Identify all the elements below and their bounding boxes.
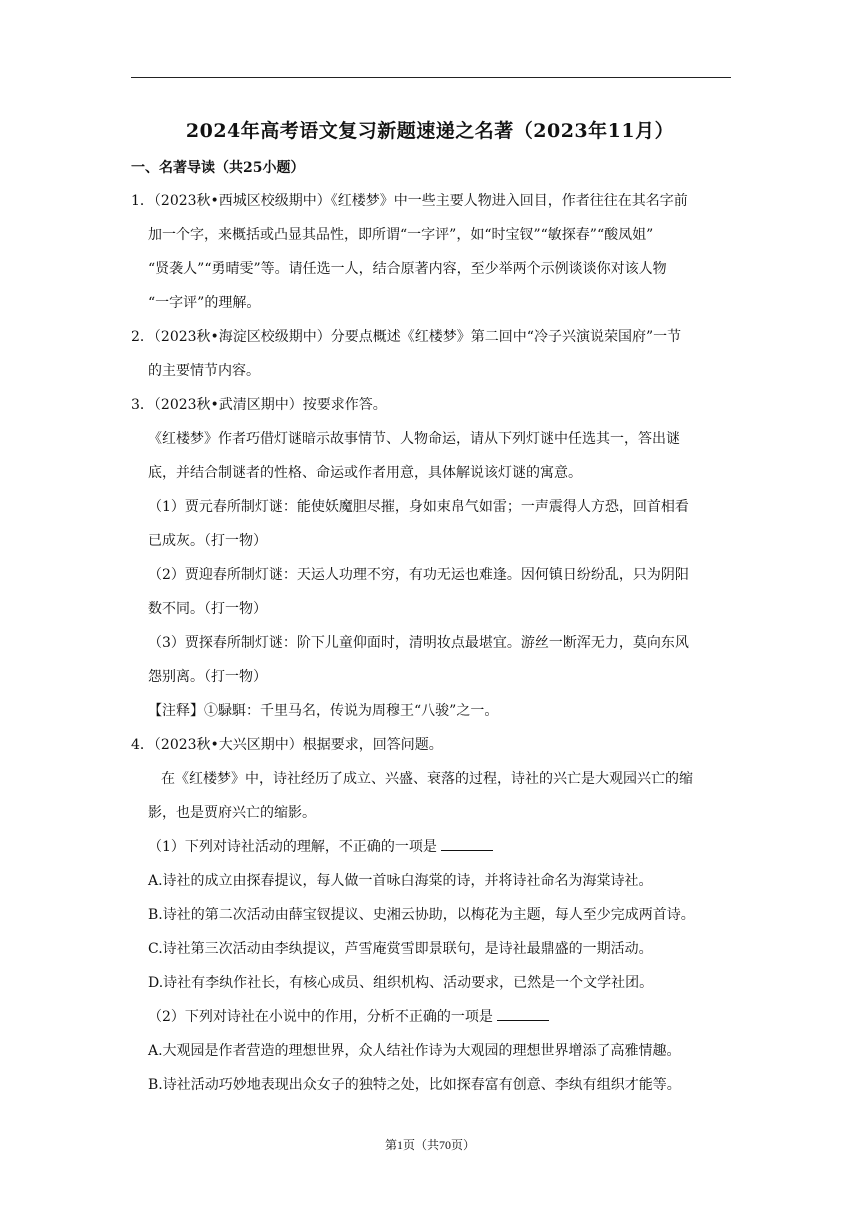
subquestion-2-text: （2）下列对诗社在小说中的作用，分析不正确的一项是 <box>148 1009 493 1025</box>
question-1 <box>131 189 731 325</box>
question-3-line: 数不同。（打一物） <box>148 601 267 617</box>
question-2-line: 的主要情节内容。 <box>148 363 260 379</box>
option-b: B.诗社的第二次活动由薛宝钗提议、史湘云协助，以梅花为主题，每人至少完成两首诗。 <box>148 907 695 923</box>
question-2-line: 2．（2023秋•海淀区校级期中）分要点概述《红楼梦》第二回中“冷子兴演说荣国府”一节 <box>131 329 682 345</box>
question-4-line: 在《红楼梦》中，诗社经历了成立、兴盛、衰落的过程，诗社的兴亡是大观园兴亡的缩 <box>161 771 693 787</box>
question-1-line: “贤袭人”“勇晴雯”等。请任选一人，结合原著内容，至少举两个示例谈谈你对该人物 <box>148 261 667 277</box>
question-1-line: “一字评”的理解。 <box>148 295 261 311</box>
subquestion-1 <box>131 835 731 869</box>
header-rule <box>131 77 731 78</box>
section-heading: 一、名著导读（共25小题） <box>131 160 305 176</box>
question-2 <box>131 325 731 393</box>
question-3-riddle-3: （3）贾探春所制灯谜：阶下儿童仰面时，清明妆点最堪宜。游丝一断浑无力，莫向东风 <box>148 635 689 651</box>
question-3-line: 怨别离。（打一物） <box>148 669 267 685</box>
subquestion-1-text: （1）下列对诗社活动的理解，不正确的一项是 <box>148 839 437 855</box>
option-a: A.大观园是作者营造的理想世界，众人结社作诗为大观园的理想世界增添了高雅情趣。 <box>148 1043 681 1059</box>
subquestion-2 <box>131 1005 731 1039</box>
question-3-riddle-1: （1）贾元春所制灯谜：能使妖魔胆尽摧，身如束帛气如雷；一声震得人方恐，回首相看 <box>148 499 689 515</box>
option-d: D.诗社有李纨作社长，有核心成员、组织机构、活动要求，已然是一个文学社团。 <box>148 975 654 991</box>
question-3-line: 已成灰。（打一物） <box>148 533 267 549</box>
question-3-line: 《红楼梦》作者巧借灯谜暗示故事情节、人物命运，请从下列灯谜中任选其一，答出谜 <box>148 431 680 447</box>
option-b: B.诗社活动巧妙地表现出众女子的独特之处，比如探春富有创意、李纨有组织才能等。 <box>148 1077 681 1093</box>
question-4-line: 影，也是贾府兴亡的缩影。 <box>148 805 316 821</box>
question-1-line: 1．（2023秋•西城区校级期中）《红楼梦》中一些主要人物进入回目，作者往往在其名字前 <box>131 193 688 209</box>
answer-blank[interactable] <box>441 836 493 851</box>
question-3-line: 底，并结合制谜者的性格、命运或作者用意，具体解说该灯谜的寓意。 <box>148 465 582 481</box>
question-1-line: 加一个字，来概括或凸显其品性，即所谓“一字评”，如“时宝钗”“敏探春”“酸凤姐” <box>148 227 654 243</box>
page-footer: 第1页（共70页） <box>384 1138 475 1152</box>
question-4-line: 4．（2023秋•大兴区期中）根据要求，回答问题。 <box>131 737 443 753</box>
document-title: 2024年高考语文复习新题速递之名著（2023年11月） <box>185 120 675 142</box>
option-c: C.诗社第三次活动由李纨提议，芦雪庵赏雪即景联句，是诗社最鼎盛的一期活动。 <box>148 941 653 957</box>
question-3-riddle-2: （2）贾迎春所制灯谜：天运人功理不穷，有功无运也难逢。因何镇日纷纷乱，只为阴阳 <box>148 567 689 583</box>
option-a: A.诗社的成立由探春提议，每人做一首咏白海棠的诗，并将诗社命名为海棠诗社。 <box>148 873 653 889</box>
question-3 <box>131 393 731 733</box>
question-3-annotation: 【注释】①騄駬：千里马名，传说为周穆王“八骏”之一。 <box>148 703 499 719</box>
question-list <box>131 189 731 1107</box>
question-4 <box>131 733 731 1107</box>
answer-blank[interactable] <box>497 1006 549 1021</box>
question-3-line: 3．（2023秋•武清区期中）按要求作答。 <box>131 397 387 413</box>
